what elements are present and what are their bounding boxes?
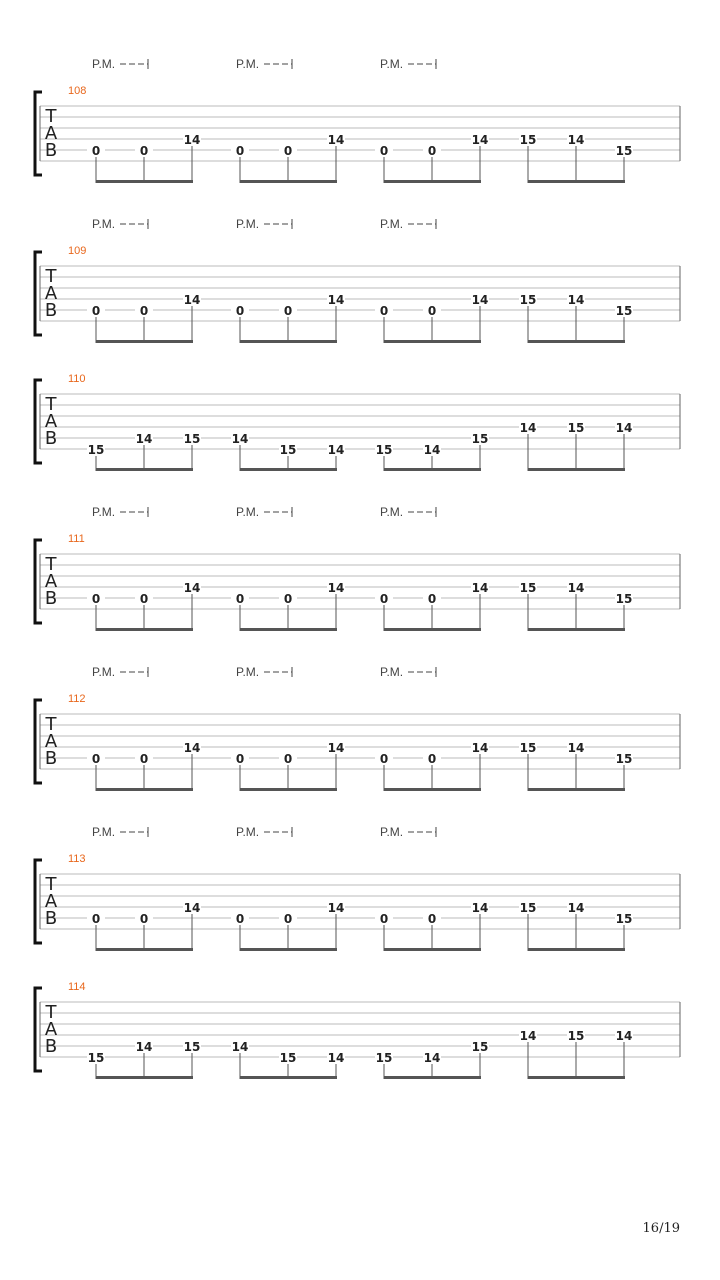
beam (240, 340, 337, 343)
measure-number: 109 (68, 245, 87, 257)
tab-clef-letter: B (44, 1036, 58, 1057)
fret-number: 15 (279, 1051, 297, 1065)
beam (384, 180, 481, 183)
system-bracket (35, 860, 42, 943)
beam (96, 180, 193, 183)
fret-number: 14 (471, 133, 489, 147)
fret-number: 14 (135, 432, 153, 446)
fret-number: 14 (327, 901, 345, 915)
palm-mute-label: P.M. (92, 217, 116, 231)
beam (96, 628, 193, 631)
fret-number: 14 (471, 293, 489, 307)
fret-number: 15 (519, 133, 537, 147)
staff-system (35, 57, 680, 183)
fret-number: 14 (567, 741, 585, 755)
fret-number: 0 (235, 752, 245, 766)
fret-number: 14 (567, 133, 585, 147)
fret-number: 0 (427, 304, 437, 318)
system-bracket (35, 92, 42, 175)
fret-number: 14 (471, 741, 489, 755)
fret-number: 0 (91, 912, 101, 926)
system-bracket (35, 988, 42, 1071)
beam (384, 628, 481, 631)
fret-number: 0 (379, 752, 389, 766)
fret-number: 15 (471, 432, 489, 446)
staff-system (35, 981, 680, 1079)
fret-number: 15 (87, 1051, 105, 1065)
tab-clef-letter: B (44, 588, 58, 609)
fret-number: 0 (283, 144, 293, 158)
fret-number: 15 (183, 432, 201, 446)
beam (240, 628, 337, 631)
tab-clef-letter: A (44, 283, 58, 304)
tab-clef-letter: T (45, 106, 57, 127)
fret-number: 15 (615, 592, 633, 606)
fret-number: 14 (567, 581, 585, 595)
beam (96, 468, 193, 471)
beam (240, 948, 337, 951)
fret-number: 14 (183, 581, 201, 595)
system-bracket (35, 700, 42, 783)
fret-number: 0 (283, 912, 293, 926)
fret-number: 15 (567, 421, 585, 435)
fret-number: 14 (567, 901, 585, 915)
tab-clef-letter: T (45, 266, 57, 287)
measure-number: 113 (68, 853, 86, 865)
beam (240, 180, 337, 183)
palm-mute-label: P.M. (380, 57, 404, 71)
fret-number: 15 (615, 304, 633, 318)
beam (240, 788, 337, 791)
fret-number: 14 (519, 1029, 537, 1043)
fret-number: 0 (427, 752, 437, 766)
staff-system (35, 373, 680, 471)
measure-number: 110 (68, 373, 86, 385)
fret-number: 0 (91, 752, 101, 766)
fret-number: 15 (519, 741, 537, 755)
fret-number: 14 (519, 421, 537, 435)
beam (528, 1076, 625, 1079)
fret-number: 14 (327, 741, 345, 755)
tab-clef-letter: B (44, 300, 58, 321)
staff-system (35, 217, 680, 343)
fret-number: 0 (91, 304, 101, 318)
fret-number: 14 (183, 133, 201, 147)
fret-number: 0 (235, 912, 245, 926)
fret-number: 15 (519, 293, 537, 307)
fret-number: 0 (283, 592, 293, 606)
palm-mute-label: P.M. (236, 665, 260, 679)
tab-clef-letter: B (44, 748, 58, 769)
palm-mute-label: P.M. (236, 825, 260, 839)
fret-number: 0 (235, 592, 245, 606)
fret-number: 0 (379, 912, 389, 926)
system-bracket (35, 252, 42, 335)
tab-clef-letter: T (45, 394, 57, 415)
beam (240, 468, 337, 471)
palm-mute-label: P.M. (236, 217, 260, 231)
fret-number: 15 (615, 912, 633, 926)
beam (384, 340, 481, 343)
staff-system (35, 505, 680, 631)
fret-number: 0 (283, 304, 293, 318)
beam (528, 468, 625, 471)
measure-number: 108 (68, 85, 87, 97)
fret-number: 15 (183, 1040, 201, 1054)
fret-number: 0 (427, 592, 437, 606)
beam (528, 788, 625, 791)
fret-number: 0 (139, 592, 149, 606)
fret-number: 0 (139, 752, 149, 766)
beam (240, 1076, 337, 1079)
fret-number: 0 (379, 144, 389, 158)
fret-number: 14 (231, 432, 249, 446)
measure-number: 112 (68, 693, 86, 705)
fret-number: 14 (183, 741, 201, 755)
fret-number: 14 (615, 1029, 633, 1043)
palm-mute-label: P.M. (92, 825, 116, 839)
fret-number: 14 (423, 443, 441, 457)
fret-number: 15 (87, 443, 105, 457)
fret-number: 0 (139, 144, 149, 158)
fret-number: 0 (91, 592, 101, 606)
measure-number: 114 (68, 981, 86, 993)
fret-number: 14 (327, 443, 345, 457)
staff-system (35, 825, 680, 951)
beam (96, 788, 193, 791)
fret-number: 0 (379, 592, 389, 606)
palm-mute-label: P.M. (380, 505, 404, 519)
page-number: 16/19 (642, 1221, 680, 1236)
beam (384, 1076, 481, 1079)
beam (384, 948, 481, 951)
fret-number: 14 (135, 1040, 153, 1054)
fret-number: 0 (283, 752, 293, 766)
fret-number: 0 (427, 144, 437, 158)
fret-number: 0 (235, 144, 245, 158)
fret-number: 14 (183, 293, 201, 307)
fret-number: 14 (471, 901, 489, 915)
palm-mute-label: P.M. (380, 217, 404, 231)
fret-number: 15 (279, 443, 297, 457)
fret-number: 14 (423, 1051, 441, 1065)
fret-number: 14 (471, 581, 489, 595)
beam (528, 628, 625, 631)
fret-number: 15 (375, 1051, 393, 1065)
fret-number: 14 (327, 1051, 345, 1065)
fret-number: 15 (615, 144, 633, 158)
beam (384, 468, 481, 471)
staff-system (35, 665, 680, 791)
fret-number: 0 (139, 304, 149, 318)
beam (96, 948, 193, 951)
fret-number: 0 (139, 912, 149, 926)
fret-number: 14 (327, 133, 345, 147)
fret-number: 14 (615, 421, 633, 435)
beam (384, 788, 481, 791)
fret-number: 0 (91, 144, 101, 158)
beam (528, 948, 625, 951)
fret-number: 0 (235, 304, 245, 318)
beam (528, 340, 625, 343)
fret-number: 15 (567, 1029, 585, 1043)
fret-number: 14 (183, 901, 201, 915)
system-bracket (35, 540, 42, 623)
tab-clef-letter: A (44, 1019, 58, 1040)
system-bracket (35, 380, 42, 463)
palm-mute-label: P.M. (380, 825, 404, 839)
tab-clef-letter: T (45, 554, 57, 575)
tab-clef-letter: A (44, 731, 58, 752)
tab-clef-letter: A (44, 123, 58, 144)
fret-number: 14 (327, 293, 345, 307)
tab-clef-letter: B (44, 428, 58, 449)
tab-clef-letter: T (45, 1002, 57, 1023)
beam (528, 180, 625, 183)
palm-mute-label: P.M. (92, 665, 116, 679)
beam (96, 1076, 193, 1079)
fret-number: 15 (471, 1040, 489, 1054)
fret-number: 14 (327, 581, 345, 595)
palm-mute-label: P.M. (380, 665, 404, 679)
fret-number: 15 (519, 581, 537, 595)
fret-number: 14 (567, 293, 585, 307)
fret-number: 15 (519, 901, 537, 915)
tab-clef-letter: T (45, 874, 57, 895)
palm-mute-label: P.M. (236, 57, 260, 71)
beam (96, 340, 193, 343)
palm-mute-label: P.M. (92, 57, 116, 71)
tab-clef-letter: B (44, 908, 58, 929)
fret-number: 14 (231, 1040, 249, 1054)
fret-number: 0 (427, 912, 437, 926)
palm-mute-label: P.M. (92, 505, 116, 519)
fret-number: 15 (615, 752, 633, 766)
tab-clef-letter: A (44, 571, 58, 592)
tab-clef-letter: B (44, 140, 58, 161)
measure-number: 111 (68, 533, 85, 545)
tab-clef-letter: T (45, 714, 57, 735)
tab-clef-letter: A (44, 891, 58, 912)
fret-number: 15 (375, 443, 393, 457)
fret-number: 0 (379, 304, 389, 318)
palm-mute-label: P.M. (236, 505, 260, 519)
tab-clef-letter: A (44, 411, 58, 432)
